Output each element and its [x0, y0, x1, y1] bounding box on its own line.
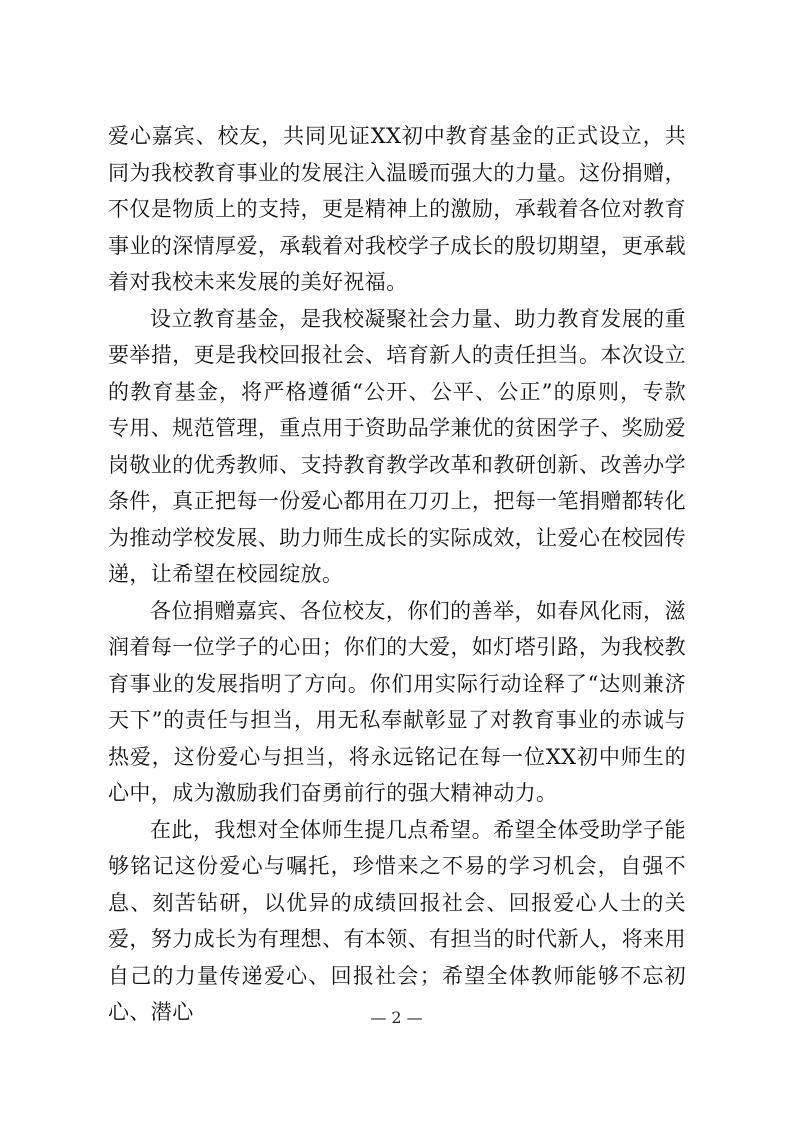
body-text — [108, 118, 686, 1031]
paragraph-1: 爱心嘉宾、校友，共同见证XX初中教育基金的正式设立，共同为我校教育事业的发展注入温暖而强大的力量。这份捐赠，不仅是物质上的支持，更是精神上的激励，承载着各位对教育事业的深情厚爱，承载着对我校学子成长的殷切期望，更承载着对我校未来发展的美好祝福。 — [108, 124, 686, 294]
page-number: — 2 — — [370, 1008, 423, 1027]
paragraph-3: 各位捐赠嘉宾、各位校友，你们的善举，如春风化雨，滋润着每一位学子的心田；你们的大爱，如灯塔引路，为我校教育事业的发展指明了方向。你们用实际行动诠释了“达则兼济天下”的责任与担当，用无私奉献彰显了对教育事业的赤诚与热爱，这份爱心与担当，将永远铭记在每一位XX初中师生的心中，成为激励我们奋勇前行的强大精神动力。 — [108, 598, 686, 805]
paragraph-4: 在此，我想对全体师生提几点希望。希望全体受助学子能够铭记这份爱心与嘱托，珍惜来之不易的学习机会，自强不息、刻苦钻研，以优异的成绩回报社会、回报爱心人士的关爱，努力成长为有理想、有本领、有担当的时代新人，将来用自己的力量传递爱心、回报社会；希望全体教师能够不忘初心、潜心 — [108, 817, 686, 1024]
paragraph-2: 设立教育基金，是我校凝聚社会力量、助力教育发展的重要举措，更是我校回报社会、培育新人的责任担当。本次设立的教育基金，将严格遵循“公开、公平、公正”的原则，专款专用、规范管理，重点用于资助品学兼优的贫困学子、奖励爱岗敬业的优秀教师、支持教育教学改革和教研创新、改善办学条件，真正把每一份爱心都用在刀刃上，把每一笔捐赠都转化为推动学校发展、助力师生成长的实际成效，让爱心在校园传递，让希望在校园绽放。 — [108, 306, 686, 586]
